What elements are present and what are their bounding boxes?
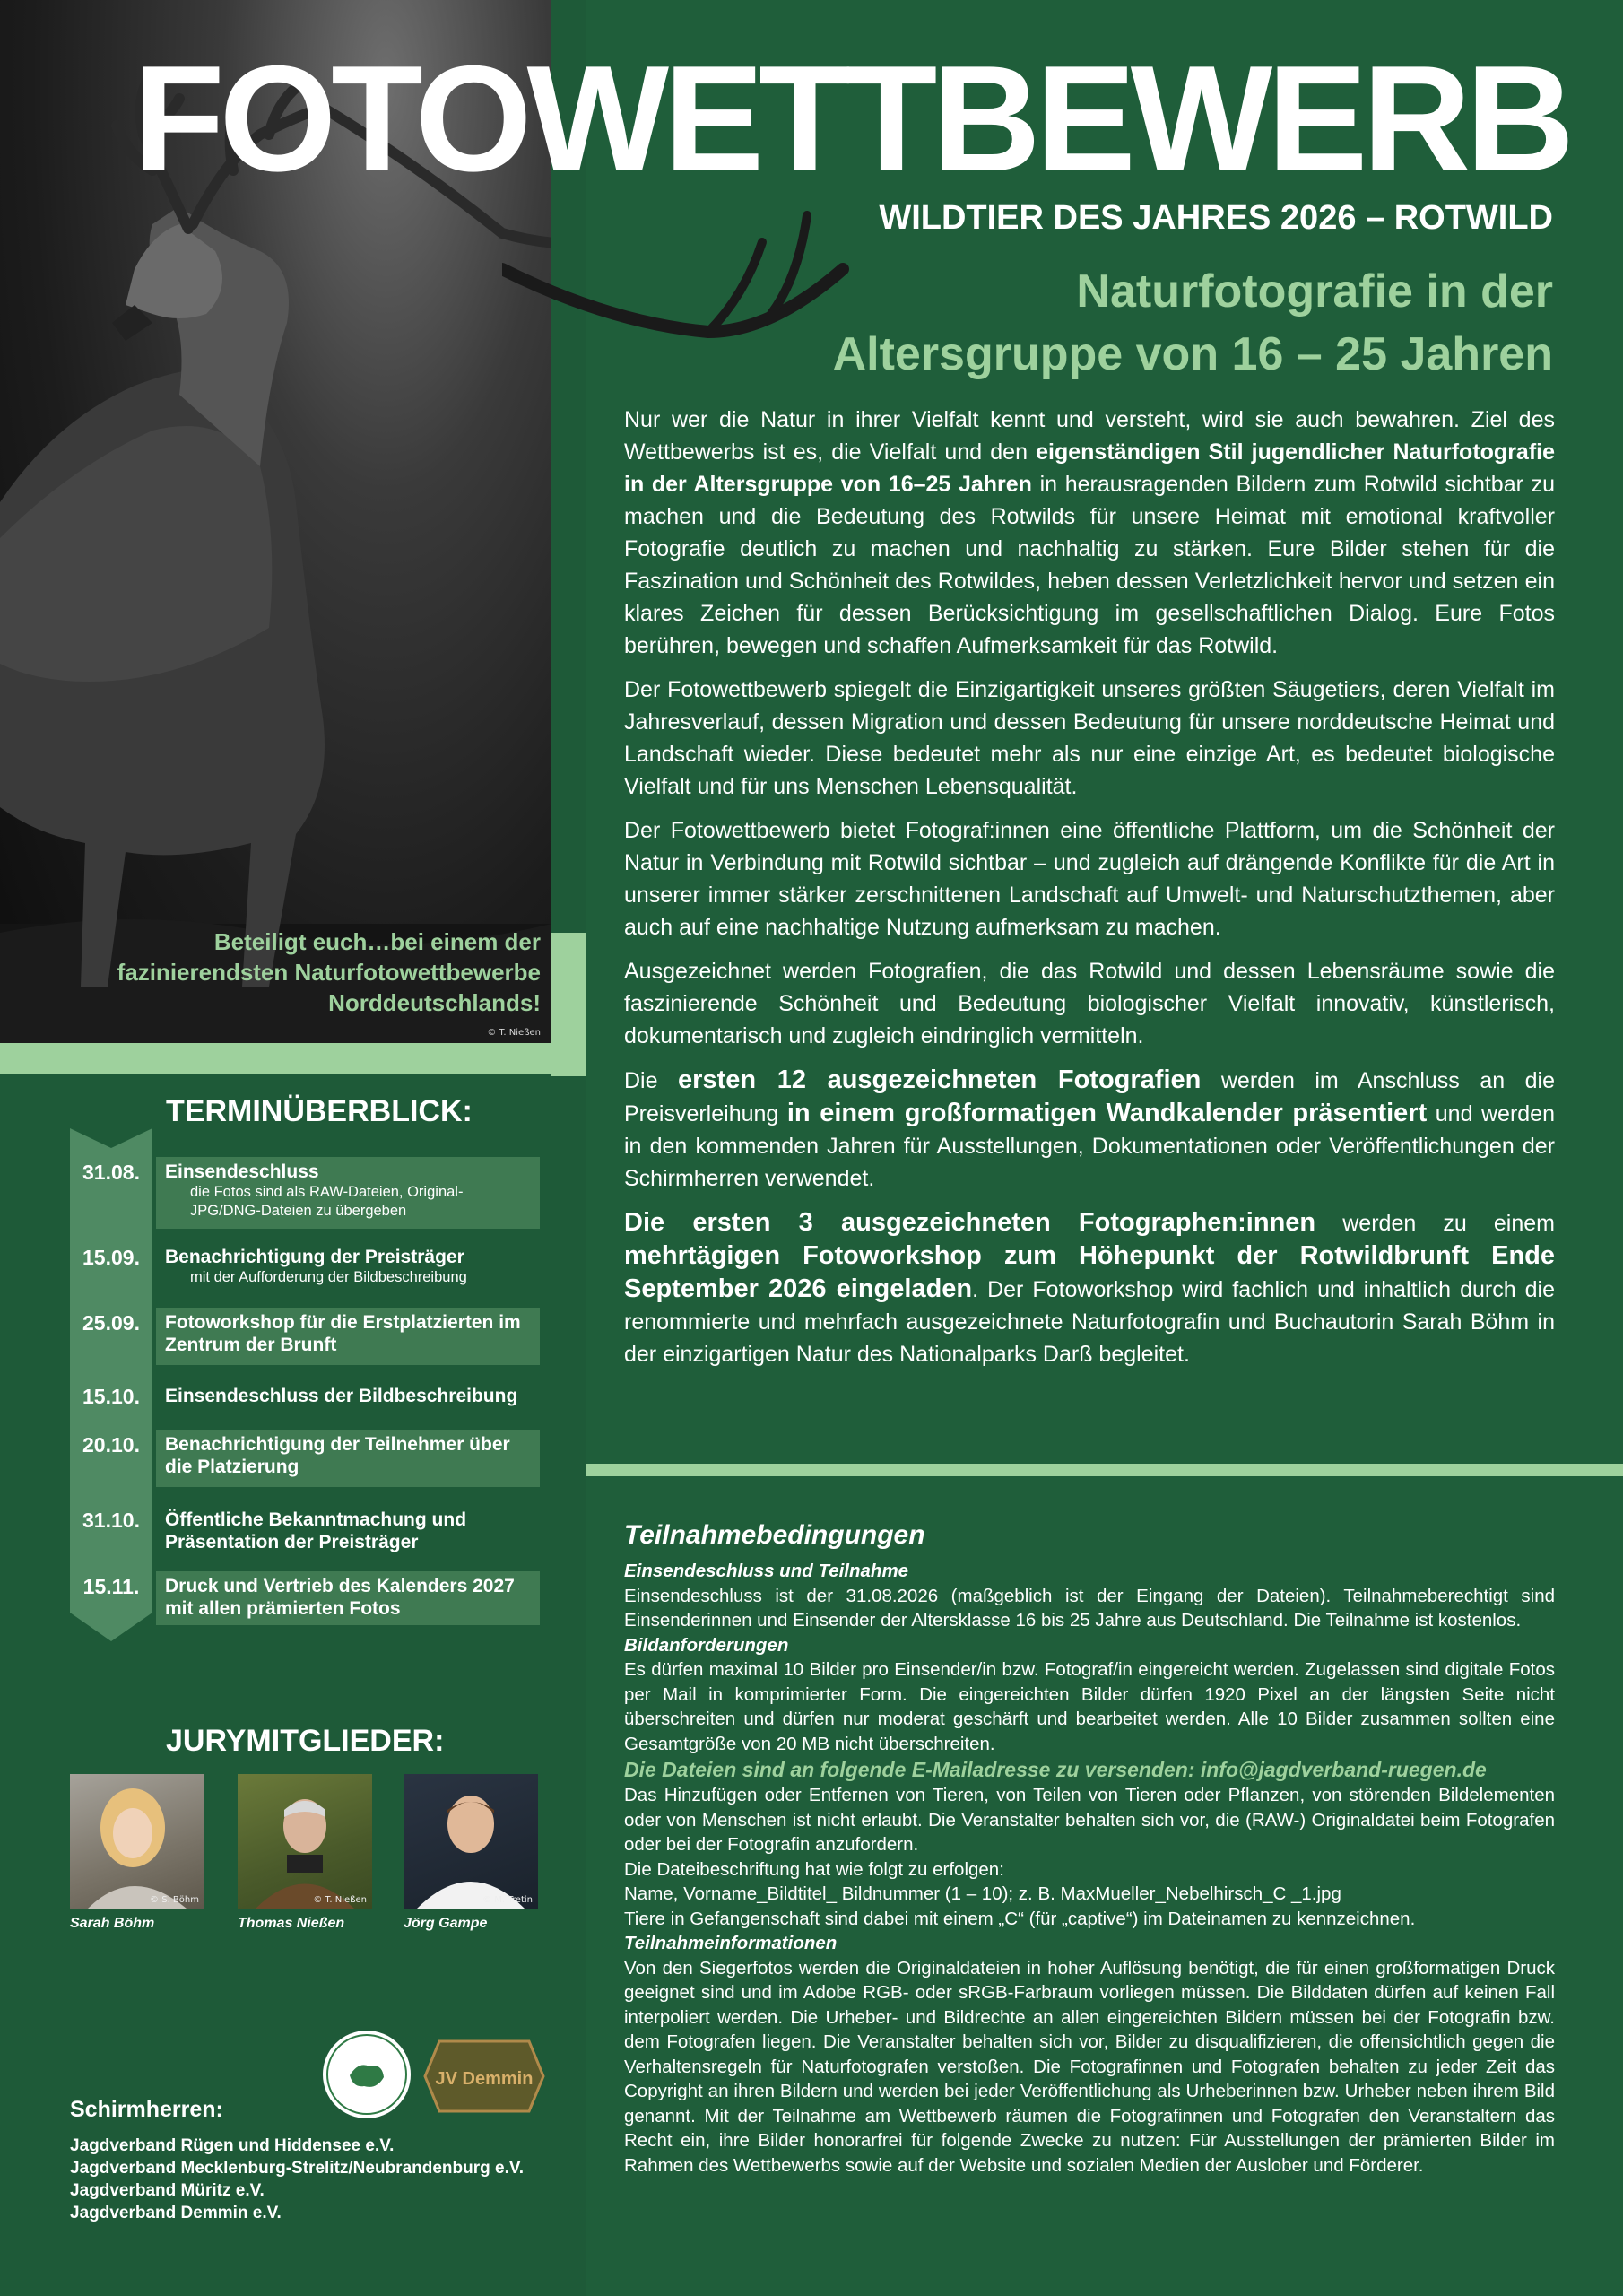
timeline-item: [70, 1242, 540, 1291]
timeline-box: [156, 1308, 540, 1365]
jury-name: Thomas Nießen: [238, 1916, 345, 1931]
subheadline: WILDTIER DES JAHRES 2026 – ROTWILD: [879, 199, 1553, 237]
accent-strip-left: [0, 1043, 586, 1074]
intro-highlight: eigenständigen Stil jugendlicher Naturfotografie in der Altersgruppe von 16–25 Jahren: [624, 439, 1555, 497]
intro-paragraph-1: [624, 404, 1555, 662]
intro-highlight: ersten 12 ausgezeichneten Fotografien: [678, 1065, 1202, 1094]
intro-paragraph-5: [624, 1064, 1555, 1195]
intro-text-span: werden zu einem: [1315, 1211, 1555, 1236]
timeline-box: [156, 1242, 540, 1291]
jury-photo-joerg-gampe: [404, 1774, 538, 1909]
conditions-editing-text: Das Hinzufügen oder Entfernen von Tieren, von Teilen von Tieren oder Pflanzen, von störenden Bildelementen oder von Menschen ist nicht erlaubt. Die Veranstalter behalten sich vor, die (RAW-) Originaldatei beim Fotografen oder bei der Fotografin anzufordern.: [624, 1785, 1555, 1855]
sponsor-item: Jagdverband Mecklenburg-Strelitz/Neubrandenburg e.V.: [70, 2159, 525, 2178]
timeline-item: [70, 1571, 540, 1625]
portrait-icon: [238, 1774, 372, 1909]
timeline-box: [156, 1505, 540, 1562]
photo-caption-line-3: Norddeutschlands!: [328, 989, 541, 1016]
intro-text-span: Die: [624, 1068, 679, 1093]
jury-photo-thomas-niessen: [238, 1774, 372, 1909]
participation-conditions: [624, 1518, 1555, 2178]
conditions-subtitle-requirements: Bildanforderungen: [624, 1634, 789, 1656]
portrait-icon: [404, 1774, 538, 1909]
timeline-item: [70, 1308, 540, 1365]
intro-text-span: . Der Fotoworkshop wird fachlich und inhaltlich durch die renommierte und mehrfach ausgezeichnete Naturfotografin und Buchautorin Sarah Böhm in der einzigartigen Natur des Nationalparks Darß begleitet.: [624, 1277, 1555, 1367]
jury-name: Jörg Gampe: [404, 1916, 488, 1931]
timeline-item-title: Fotoworkshop für die Erstplatzierten im Zentrum der Brunft: [165, 1312, 521, 1355]
conditions-filename-intro: Die Dateibeschriftung hat wie folgt zu erfolgen:: [624, 1858, 1004, 1880]
jury-photo-sarah-boehm: [70, 1774, 204, 1909]
conditions-subtitle-deadline: Einsendeschluss und Teilnahme: [624, 1561, 909, 1581]
conditions-info-text: Von den Siegerfotos werden die Originaldateien in hoher Auflösung benötigt, die für einen großformatigen Druck geeignet sind und im Adobe RGB- oder sRGB-Farbraum vorliegen müssen. Die Bilddaten dürfen auf keinen Fall interpoliert werden. Die Urheber- und Bildrechte an allen eingereichten Bildern müssen bei der Fotografin bzw. dem Fotografen liegen. Die Veranstalter behalten sich vor, Bilder zu disqualifizieren, die offensichtlich gegen die Verhaltensregeln für Naturfotografen verstoßen. Die Fotografinnen und Fotografen behalten zu jeder Zeit das Copyright an ihren Bildern und werden bei jeder Veröffentlichung als Urheberinnen bzw. Urheber neben ihrem Bild genannt. Mit der Teilnahme am Wettbewerb räumen die Fotografinnen und Fotografen den Veranstaltern das Recht ein, ihre Bilder honorarfrei für folgende Zwecke zu nutzen: Für Ausstellungen der prämierten Bilder im Rahmen des Wettbewerbs sowie auf der Website und sozialen Medien der Auslober und Förderer.: [624, 1957, 1555, 2176]
timeline-box: [156, 1381, 540, 1413]
timeline-date: 31.10.: [82, 1509, 140, 1532]
timeline-item: [70, 1381, 540, 1413]
timeline-box: [156, 1157, 540, 1229]
photo-caption: [39, 926, 541, 1018]
email-instruction[interactable]: Die Dateien sind an folgende E-Mailadresse zu versenden: info@jagdverband-ruegen.de: [624, 1758, 1487, 1781]
jury-title: JURYMITGLIEDER:: [166, 1724, 445, 1758]
headline: FOTOWETTBEWERB: [132, 34, 1569, 203]
timeline-date: 15.11.: [82, 1575, 140, 1598]
timeline-item-note: die Fotos sind als RAW-Dateien, Original-JPG/DNG-Dateien zu übergeben: [190, 1184, 464, 1219]
timeline-item-title: Öffentliche Bekanntmachung und Präsentation der Preisträger: [165, 1509, 467, 1552]
conditions-requirements-text: Es dürfen maximal 10 Bilder pro Einsender/in bzw. Fotograf/in eingereicht werden. Zugelassen sind digitale Fotos per Mail in komprimierter Form. Die eingereichten Bilder dürfen 1920 Pixel an der längsten Seite nicht überschreiten und dürfen nur moderat geschärft und bearbeitet werden. Alle 10 Bilder zusammen sollten eine Gesamtgröße von 20 MB nicht überschreiten.: [624, 1659, 1555, 1754]
conditions-captive-note: Tiere in Gefangenschaft sind dabei mit einem „C“ (für „captive“) im Dateinamen zu kennzeichnen.: [624, 1908, 1416, 1929]
logo-icon: [323, 2031, 411, 2118]
conditions-deadline-text: Einsendeschluss ist der 31.08.2026 (maßgeblich ist der Eingang der Dateien). Teilnahmeberechtigt sind Einsenderinnen und Einsender der Altersklasse 16 bis 25 Jahre aus Deutschland. Die Teilnahme ist kostenlos.: [624, 1585, 1555, 1631]
sponsor-item: Jagdverband Rügen und Hiddensee e.V.: [70, 2136, 395, 2155]
timeline-item-title: Benachrichtigung der Teilnehmer über die Platzierung: [165, 1434, 510, 1477]
timeline-item-title: Einsendeschluss: [165, 1161, 319, 1182]
intro-paragraph-6: [624, 1206, 1555, 1370]
portrait-icon: [70, 1774, 204, 1909]
jury-photo-credit: © M. Tretin: [482, 1895, 533, 1905]
jagdverband-ruegen-logo: [323, 2031, 411, 2118]
intro-highlight: Die ersten 3 ausgezeichneten Fotographen:innen: [624, 1208, 1316, 1237]
sponsor-item: Jagdverband Müritz e.V.: [70, 2181, 265, 2200]
section-divider: [586, 1464, 1623, 1476]
timeline-date: 20.10.: [82, 1433, 140, 1457]
sponsor-item: Jagdverband Demmin e.V.: [70, 2204, 282, 2222]
timeline-item: [70, 1430, 540, 1487]
conditions-subtitle-info: Teilnahmeinformationen: [624, 1933, 838, 1953]
jv-demmin-logo: [421, 2032, 547, 2120]
jury-name: Sarah Böhm: [70, 1916, 155, 1931]
tagline-line-2: Altersgruppe von 16 – 25 Jahren: [832, 328, 1553, 380]
photo-caption-line-2: fazinierendsten Naturfotowettbewerbe: [117, 959, 541, 986]
timeline-item-title: Benachrichtigung der Preisträger: [165, 1247, 464, 1267]
conditions-filename-example: Name, Vorname_Bildtitel_ Bildnummer (1 – 10); z. B. MaxMueller_Nebelhirsch_C _1.jpg: [624, 1883, 1341, 1904]
timeline-date: 31.08.: [82, 1161, 140, 1184]
tagline: [628, 260, 1553, 386]
timeline-item-note: mit der Aufforderung der Bildbeschreibung: [190, 1269, 467, 1285]
intro-paragraph-2: Der Fotowettbewerb spiegelt die Einzigartigkeit unseres größten Säugetiers, deren Vielfalt im Jahresverlauf, dessen Migration und dessen Bedeutung für unsere norddeutsche Heimat und Landschaft wieder. Diese bedeutet mehr als nur eine einzige Art, es bedeutet biologische Vielfalt und für uns Menschen Lebensqualität.: [624, 677, 1555, 799]
sponsors-list: [70, 2135, 524, 2224]
intro-highlight: in einem großformatigen Wandkalender präsentiert: [786, 1099, 1428, 1127]
intro-highlight: mehrtägigen Fotoworkshop zum Höhepunkt der Rotwildbrunft Ende September 2026 eingeladen: [624, 1241, 1555, 1303]
timeline-item-title: Einsendeschluss der Bildbeschreibung: [165, 1386, 518, 1406]
timeline-item: [70, 1157, 540, 1229]
intro-paragraph-4: Ausgezeichnet werden Fotografien, die das Rotwild und dessen Lebensräume sowie die faszinierende Schönheit und Bedeutung biologischer Vielfalt innovativ, künstlerisch, dokumentarisch und zugleich eindringlich vermitteln.: [624, 959, 1555, 1048]
timeline-item-title: Druck und Vertrieb des Kalenders 2027 mit allen prämierten Fotos: [165, 1576, 515, 1619]
intro-text-span: Nur wer die Natur in ihrer Vielfalt kennt und versteht, wird sie auch bewahren. Ziel des Wettbewerbs ist es, die Vielfalt und den: [624, 407, 1555, 465]
intro-text: [624, 404, 1555, 1382]
photo-caption-line-1: Beteiligt euch…bei einem der: [213, 928, 541, 955]
jury-photo-credit: © T. Nießen: [313, 1895, 367, 1905]
intro-text-span: in herausragenden Bildern zum Rotwild sichtbar zu machen und die Bedeutung des Rotwilds für unsere Heimat mit emotional kraftvoller Fotografie deutlich zu machen und nachhaltig zu stärken. Eure Bilder stehen für die Faszination und Schönheit des Rotwildes, heben dessen Verletzlichkeit hervor und setzen ein klares Zeichen für dessen Berücksichtigung im gesellschaftlichen Dialog. Eure Fotos berühren, bewegen und schaffen Aufmerksamkeit für das Rotwild.: [624, 472, 1555, 658]
timeline-box: [156, 1571, 540, 1625]
conditions-title: Teilnahmebedingungen: [624, 1520, 925, 1550]
timeline-date: 25.09.: [82, 1311, 140, 1335]
timeline-date: 15.10.: [82, 1385, 140, 1408]
timeline-date: 15.09.: [82, 1246, 140, 1269]
timeline-title: TERMINÜBERBLICK:: [166, 1094, 473, 1128]
jury-photo-credit: © S. Böhm: [150, 1895, 199, 1905]
photo-credit: © T. Nießen: [487, 1028, 541, 1038]
timeline-item: [70, 1505, 540, 1562]
intro-paragraph-3: Der Fotowettbewerb bietet Fotograf:innen eine öffentliche Plattform, um die Schönheit der Natur in Verbindung mit Rotwild sichtbar – und zugleich auf drängende Konflikte für die Art in unserer immer stärker zerschnittenen Landschaft auf Umwelt- und Naturschutzthemen, aber auch auf eine nachhaltige Nutzung aufmerksam zu machen.: [624, 818, 1555, 940]
jv-demmin-logo-text: JV Demmin: [435, 2069, 534, 2089]
intro-text-span: werden im Anschluss an die Preisverleihung: [624, 1068, 1555, 1126]
timeline-box: [156, 1430, 540, 1487]
sponsors-title: Schirmherren:: [70, 2097, 223, 2122]
tagline-line-1: Naturfotografie in der: [1076, 265, 1553, 317]
intro-text-span: und werden in den kommenden Jahren für Ausstellungen, Dokumentationen oder Veröffentlichungen der Schirmherren verwendet.: [624, 1101, 1555, 1191]
